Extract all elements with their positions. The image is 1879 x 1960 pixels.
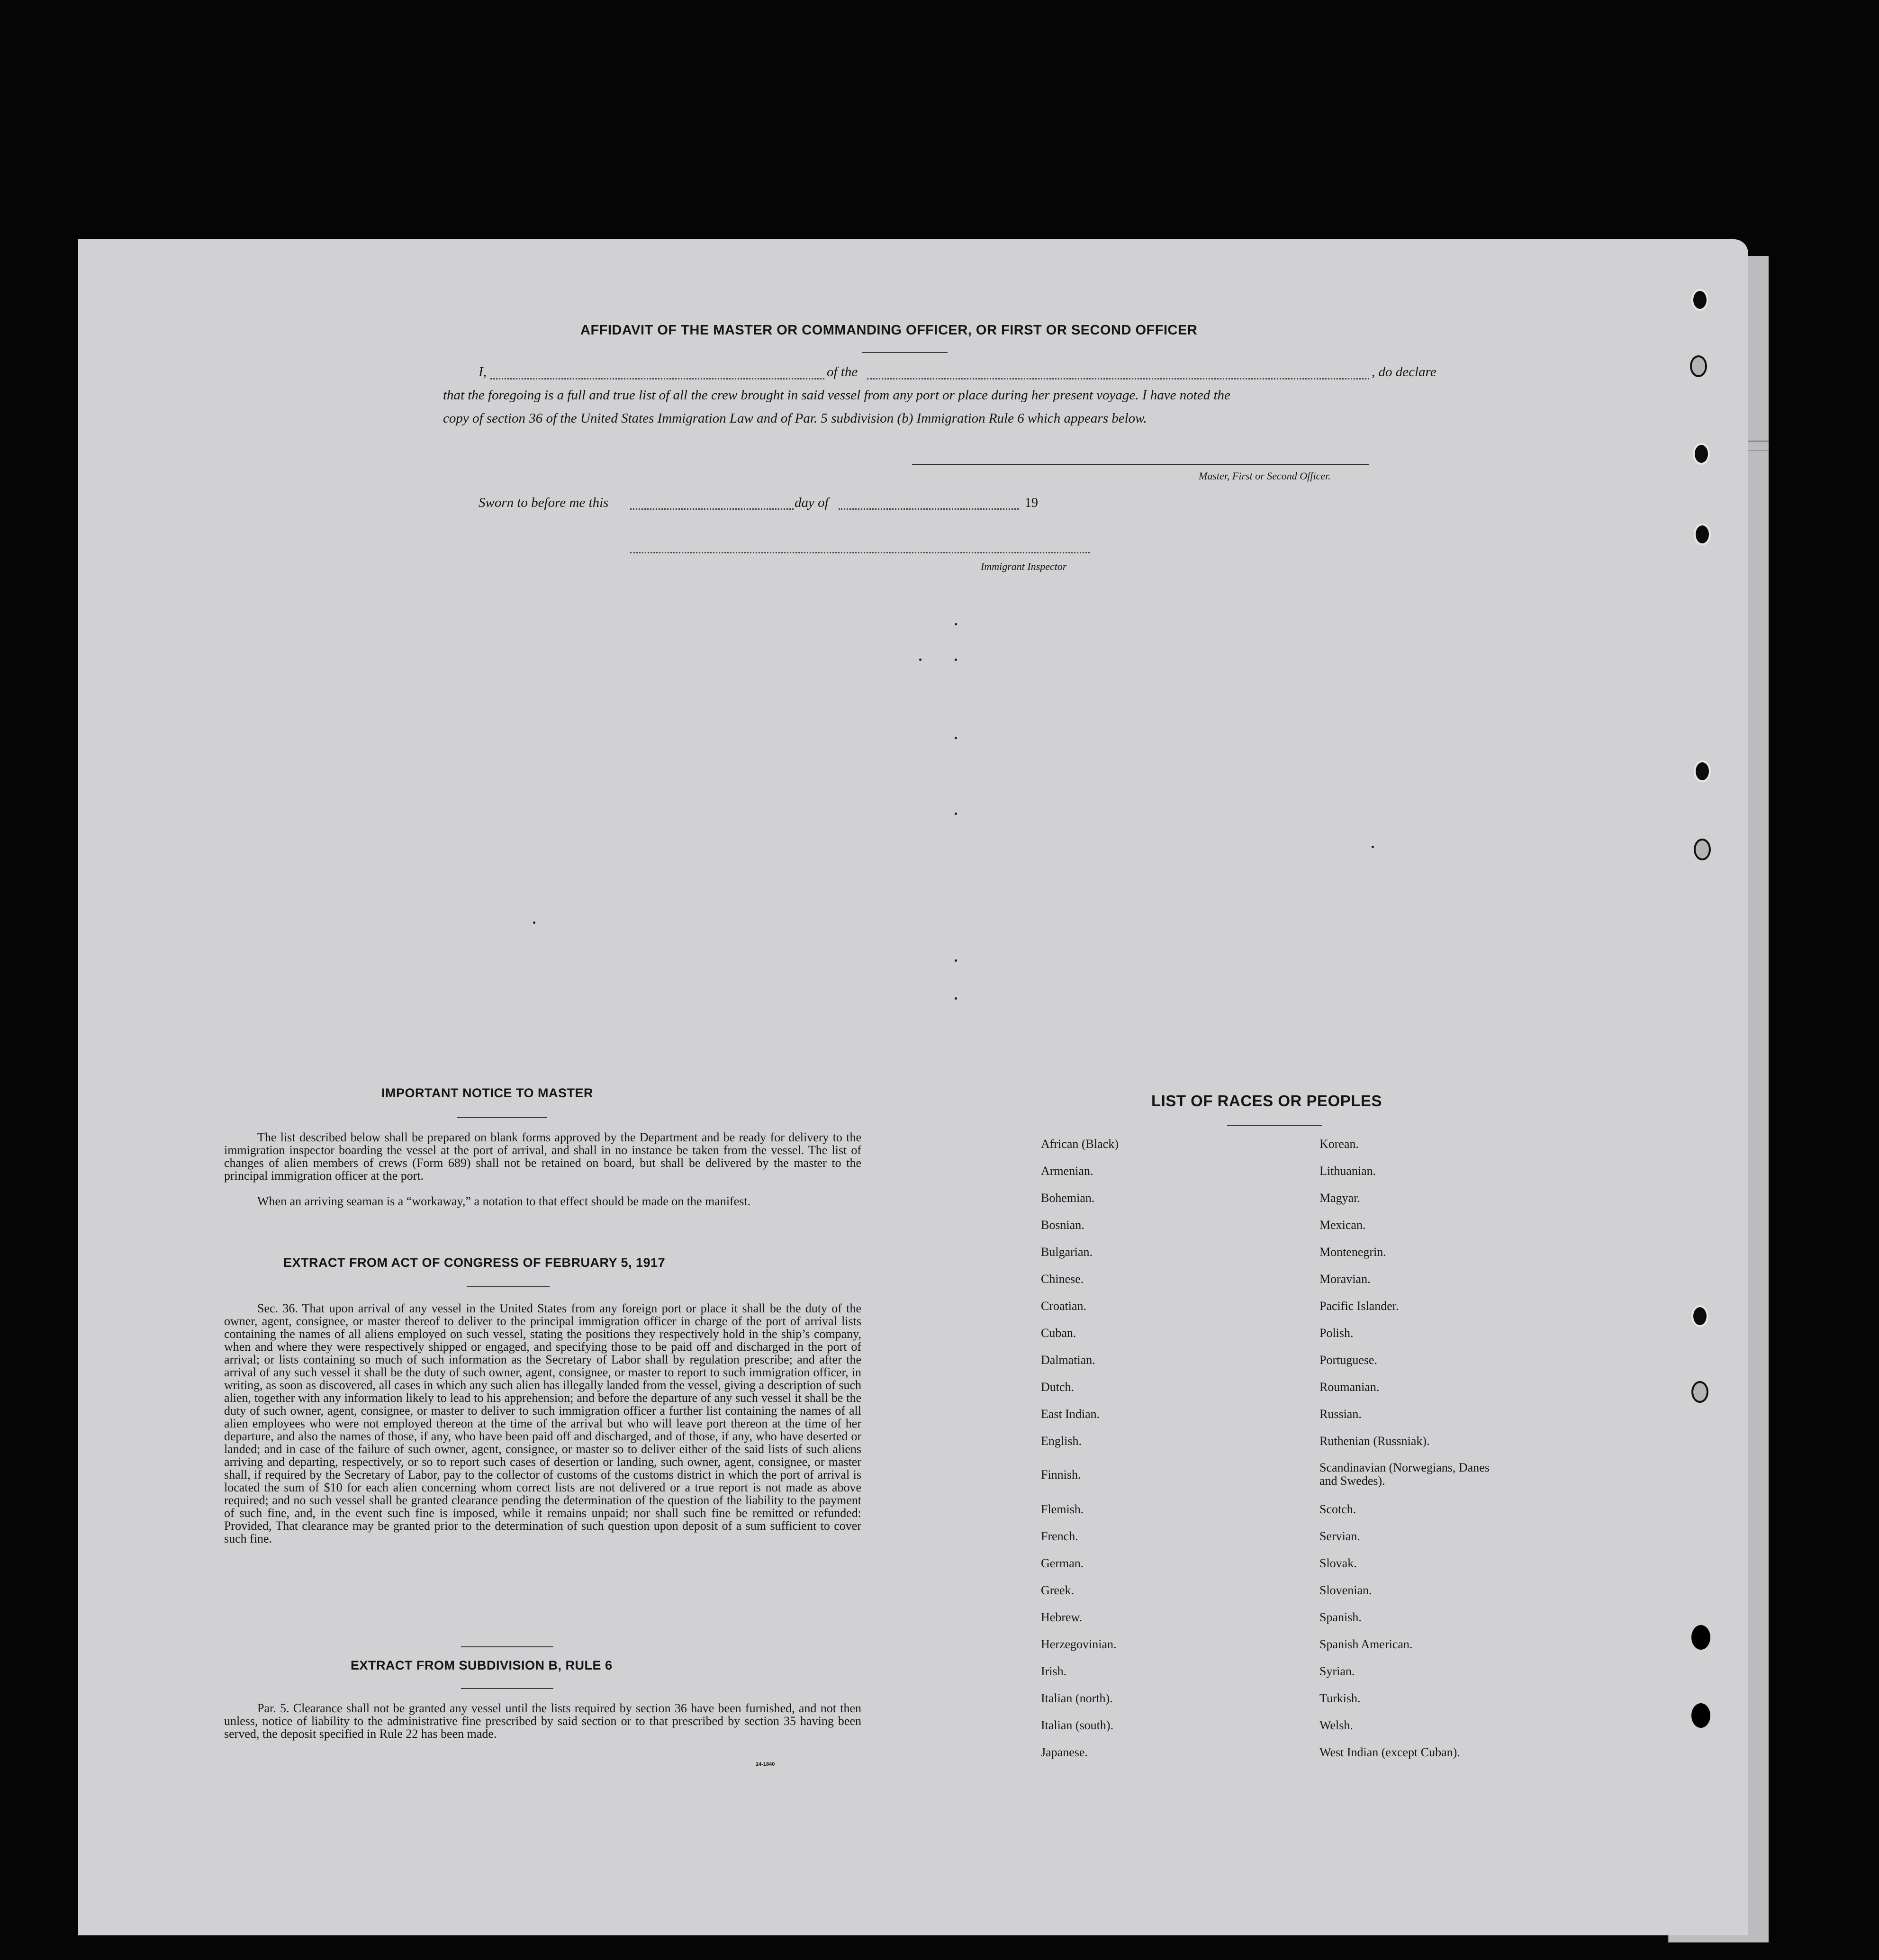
rule-extract-text: Par. 5. Clearance shall not be granted any vessel until the lists required by section 36 have been furnished, and not then unless, notice of liability to the administrative fine prescribed by said section or to that prescribed by section 35 having been served, the deposit specified in Rule 22 has been made. [224,1701,861,1741]
race-item: Italian (north). [1041,1691,1113,1705]
rule-divider-bottom [461,1688,553,1689]
race-item: Roumanian. [1319,1380,1380,1394]
race-item: Spanish American. [1319,1637,1413,1651]
race-item: Flemish. [1041,1502,1084,1516]
race-item: Scandinavian (Norwegians, Danes and Swedes). [1319,1461,1490,1488]
race-item: African (Black) [1041,1137,1119,1151]
race-item: Bosnian. [1041,1218,1084,1232]
race-item: French. [1041,1529,1078,1543]
race-item: Montenegrin. [1319,1245,1386,1259]
binding-hole-icon [1691,289,1708,311]
race-item: Irish. [1041,1664,1067,1678]
race-item: Welsh. [1319,1718,1353,1732]
bleed-through-mark [955,813,957,815]
sworn-label: Sworn to before me this [479,495,609,510]
race-item: Greek. [1041,1583,1075,1597]
bleed-through-mark [1372,846,1374,848]
race-item: Korean. [1319,1137,1359,1151]
day-of-label: day of [795,495,829,510]
race-item: Hebrew. [1041,1610,1083,1624]
race-item: Moravian. [1319,1272,1371,1286]
race-item: Japanese. [1041,1745,1088,1759]
affidavit-title: AFFIDAVIT OF THE MASTER OR COMMANDING OFFICER, OR FIRST OR SECOND OFFICER [580,323,1198,338]
bleed-through-mark [955,659,957,661]
race-item: Magyar. [1319,1191,1360,1205]
race-item: Croatian. [1041,1299,1087,1313]
race-item: English. [1041,1434,1082,1448]
race-item: Dalmatian. [1041,1353,1095,1367]
manifest-back-sheet [78,239,1748,1935]
act-divider [467,1286,550,1287]
race-item: Pacific Islander. [1319,1299,1399,1313]
race-item: Scotch. [1319,1502,1356,1516]
binding-hole-icon [1691,1625,1710,1650]
inspector-caption: Immigrant Inspector [981,560,1067,572]
race-item: Russian. [1319,1407,1362,1421]
binding-hole-icon [1693,443,1710,465]
race-item: Ruthenian (Russniak). [1319,1434,1430,1448]
year-prefix: 19 [1025,496,1038,510]
race-item: Syrian. [1319,1664,1355,1678]
race-item: German. [1041,1556,1084,1570]
races-title: LIST OF RACES OR PEOPLES [1151,1092,1382,1110]
race-item: Turkish. [1319,1691,1361,1705]
sworn-month-field[interactable] [839,508,1019,510]
binding-hole-icon [1690,355,1707,377]
binding-hole-icon [1691,1305,1708,1327]
race-item: Mexican. [1319,1218,1366,1232]
race-item: Dutch. [1041,1380,1075,1394]
binding-hole-icon [1694,524,1711,545]
notice-title: IMPORTANT NOTICE TO MASTER [381,1086,593,1100]
race-item: Herzegovinian. [1041,1637,1117,1651]
affidavit-i-label: I, [479,364,487,379]
race-item: Bulgarian. [1041,1245,1093,1259]
bleed-through-mark [955,737,957,739]
bleed-through-mark [533,921,535,924]
form-number: 14-1840 [756,1761,775,1767]
act-extract-text: Sec. 36. That upon arrival of any vessel in the United States from any foreign port or place it shall be the duty of the owner, agent, consignee, or master thereof to deliver to the principal immigration officer in charge of the port of arrival lists containing the names of all aliens employed on such vessel, stating the positions they respectively hold in the ship’s company, when and where they were respectively shipped or engaged, and specifying those to be paid off and discharged in the port of arrival; or lists containing so much of such information as the Secretary of Labor shall by regulation prescribe; and after the arrival of any such vessel it shall be the duty of such owner, agent, consignee, or master to report to such immigration officer, in writing, as soon as discovered, all cases in which any such alien has illegally landed from the vessel, giving a description of such alien, together with any information likely to lead to his apprehension; and before the departure of any such vessel it shall be the duty of such owner, agent, consignee, or master to deliver to such immigration officer a further list containing the names of all alien employees who were not employed thereon at the time of the arrival but who will leave port thereon at the time of her departure, and also the names of those, if any, who have been paid off and discharged, and of those, if any, who have deserted or landed; and in case of the failure of such owner, agent, consignee, or master so to deliver either of the said lists of such aliens arriving and departing, respectively, or so to report such cases of desertion or landing, such owner, agent, consignee, or master shall, if required by the Secretary of Labor, pay to the collector of customs of the customs district in which the port of arrival is located the sum of $10 for each alien concerning whom correct lists are not delivered or a true report is not made as above required; and no such vessel shall be granted clearance pending the determination of the question of the liability to the payment of such fine, and, in the event such fine is imposed, while it remains unpaid; nor shall such fine be remitted or refunded: Provided, That clearance may be granted prior to the determination of such question upon deposit of a sum sufficient to cover such fine. [224,1301,861,1545]
race-item: Slovenian. [1319,1583,1372,1597]
bleed-through-mark [955,997,957,1000]
race-item: West Indian (except Cuban). [1319,1745,1460,1759]
notice-paragraph-1: The list described below shall be prepared on blank forms approved by the Department and be ready for delivery to the immigration inspector boarding the vessel at the port of arrival, and shall in no instance be taken from the vessel. The list of changes of alien members of crews (Form 689) shall not be retained on board, but shall be delivered by the master to the principal immigration officer at the port. [224,1130,861,1183]
race-item: Italian (south). [1041,1718,1114,1732]
binding-hole-icon [1694,839,1711,860]
rule-extract-title: EXTRACT FROM SUBDIVISION B, RULE 6 [351,1658,613,1672]
declarant-name-field[interactable] [490,378,824,379]
signature-caption: Master, First or Second Officer. [1199,470,1331,482]
vessel-name-field[interactable] [867,378,1369,379]
rule-divider-top [461,1646,553,1647]
race-item: Polish. [1319,1326,1354,1340]
notice-paragraph-2: When an arriving seaman is a “workaway,” a notation to that effect should be made on the manifest. [257,1194,751,1208]
notice-divider [457,1117,547,1118]
binding-hole-icon [1691,1703,1710,1728]
race-item: Lithuanian. [1319,1164,1376,1178]
act-extract-title: EXTRACT FROM ACT OF CONGRESS OF FEBRUARY 5, 1917 [283,1255,666,1270]
race-item: Finnish. [1041,1468,1081,1481]
affidavit-line-2: that the foregoing is a full and true list of all the crew brought in said vessel from any port or place during her present voyage. I have noted the [443,388,1230,403]
bleed-through-mark [955,623,957,625]
race-item: Servian. [1319,1529,1360,1543]
race-item: Bohemian. [1041,1191,1095,1205]
race-item: Chinese. [1041,1272,1084,1286]
affidavit-line-3: copy of section 36 of the United States Immigration Law and of Par. 5 subdivision (b) Immigration Rule 6 which appears below. [443,411,1147,426]
bleed-through-mark [919,659,921,661]
bleed-through-mark [955,959,957,962]
affidavit-of-label: of the [827,364,858,379]
binding-hole-icon [1691,1381,1708,1403]
binding-hole-icon [1694,760,1711,782]
inspector-signature-field[interactable] [630,552,1090,553]
signature-line[interactable] [912,464,1369,465]
races-divider [1227,1125,1322,1126]
affidavit-declare-label: , do declare [1372,364,1436,379]
title-divider [862,352,948,353]
race-item: East Indian. [1041,1407,1100,1421]
race-item: Cuban. [1041,1326,1076,1340]
race-item: Portuguese. [1319,1353,1378,1367]
race-item: Spanish. [1319,1610,1362,1624]
race-item: Slovak. [1319,1556,1357,1570]
race-item: Armenian. [1041,1164,1093,1178]
sworn-day-field[interactable] [630,508,794,510]
